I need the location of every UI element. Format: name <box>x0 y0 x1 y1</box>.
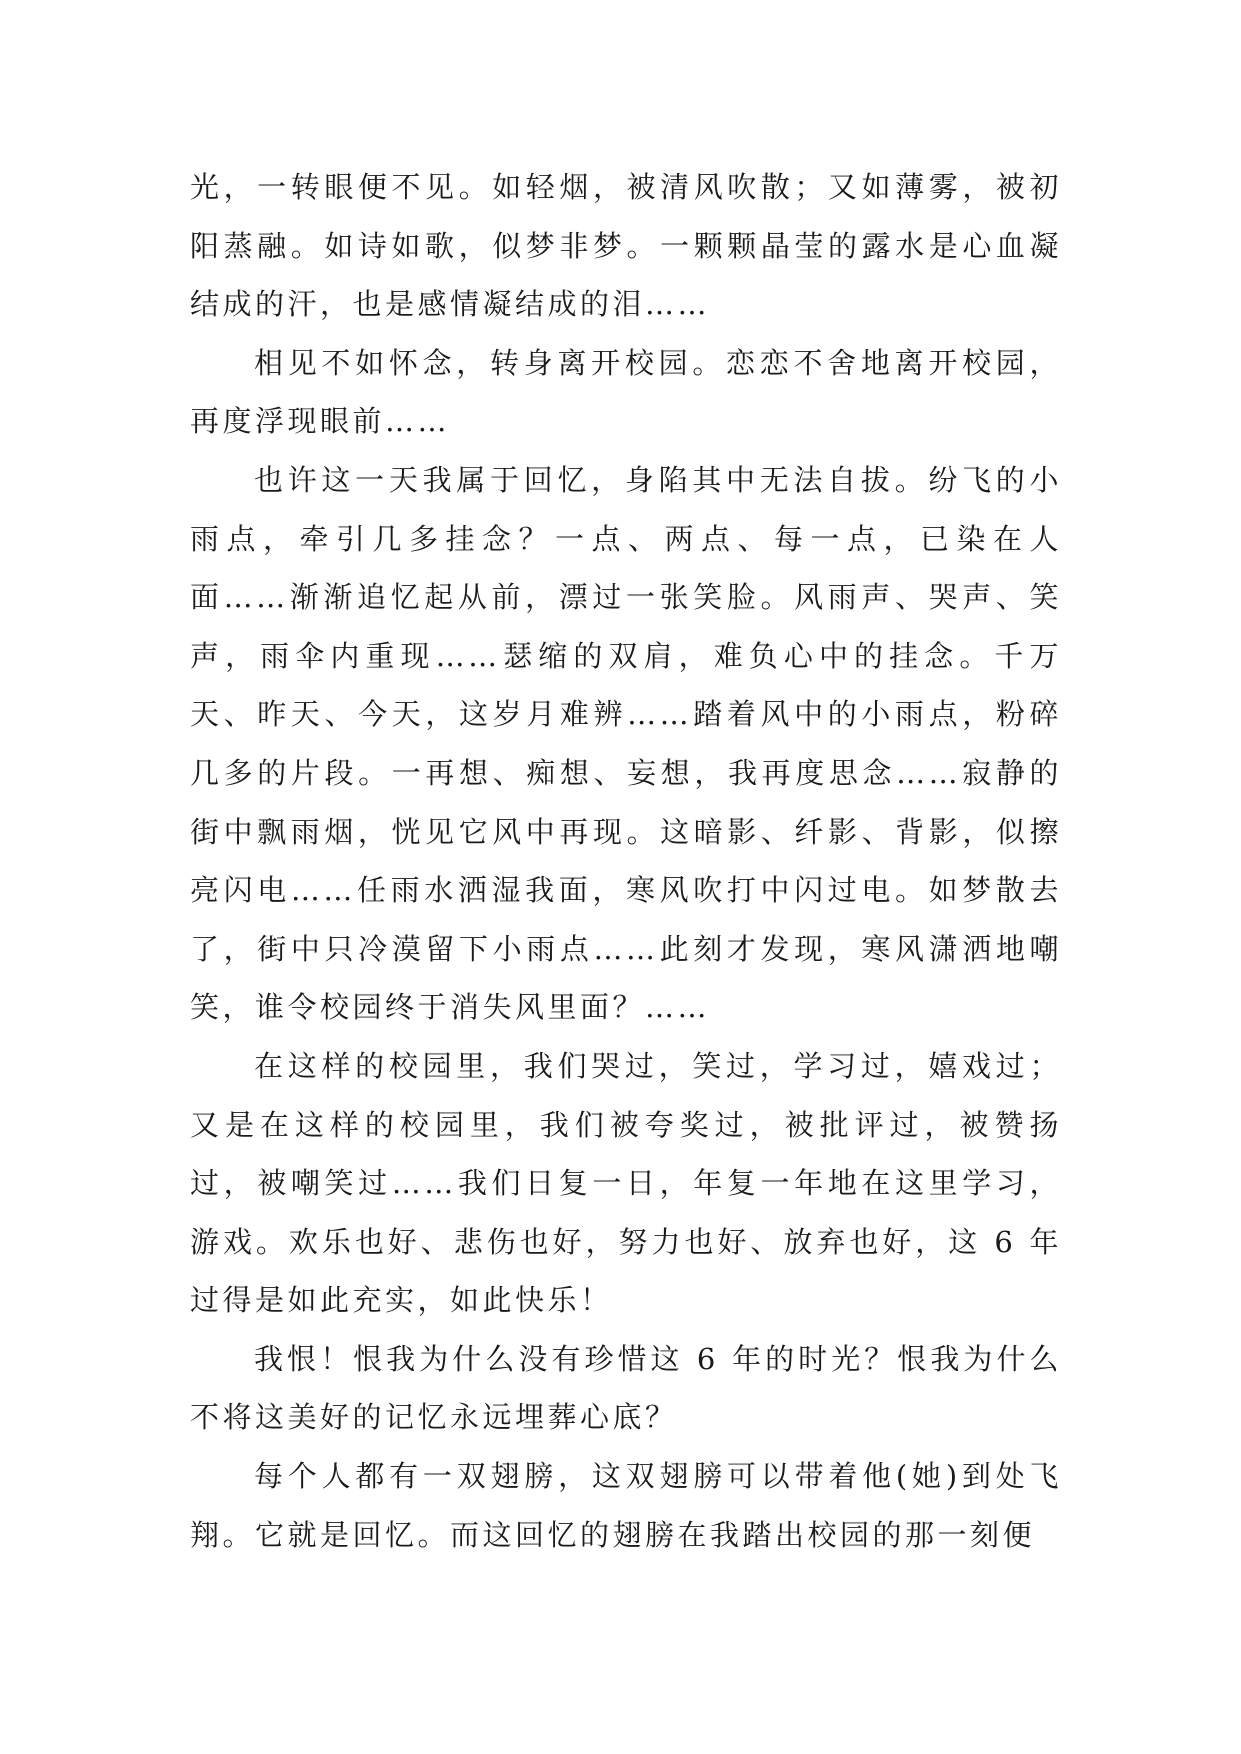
paragraph-3: 也许这一天我属于回忆，身陷其中无法自拔。纷飞的小雨点，牵引几多挂念？一点、两点、每一点，已染在人面……渐渐追忆起从前，漂过一张笑脸。风雨声、哭声、笑声，雨伞内重现……瑟缩的双肩，难负心中的挂念。千万天、昨天、今天，这岁月难辨……踏着风中的小雨点，粉碎几多的片段。一再想、痴想、妄想，我再度思念……寂静的街中飘雨烟，恍见它风中再现。这暗影、纤影、背影，似擦亮闪电……任雨水洒湿我面，寒风吹打中闪过电。如梦散去了，街中只冷漠留下小雨点……此刻才发现，寒风潇洒地嘲笑，谁令校园终于消失风里面？…… <box>190 462 1062 1025</box>
paragraph-5: 我恨！恨我为什么没有珍惜这 6 年的时光？恨我为什么不将这美好的记忆永远埋葬心底？ <box>190 1341 1062 1435</box>
document-body <box>190 158 1062 1564</box>
paragraph-2: 相见不如怀念，转身离开校园。恋恋不舍地离开校园，再度浮现眼前…… <box>190 345 1062 439</box>
paragraph-6: 每个人都有一双翅膀，这双翅膀可以带着他(她)到处飞翔。它就是回忆。而这回忆的翅膀在我踏出校园的那一刻便 <box>190 1459 1062 1552</box>
paragraph-1: 光，一转眼便不见。如轻烟，被清风吹散；又如薄雾，被初阳蒸融。如诗如歌，似梦非梦。一颗颗晶莹的露水是心血凝结成的汗，也是感情凝结成的泪…… <box>190 170 1062 322</box>
paragraph-4: 在这样的校园里，我们哭过，笑过，学习过，嬉戏过；又是在这样的校园里，我们被夸奖过，被批评过，被赞扬过，被嘲笑过……我们日复一日，年复一年地在这里学习，游戏。欢乐也好、悲伤也好，努力也好、放弃也好，这 6 年过得是如此充实，如此快乐！ <box>190 1048 1062 1318</box>
